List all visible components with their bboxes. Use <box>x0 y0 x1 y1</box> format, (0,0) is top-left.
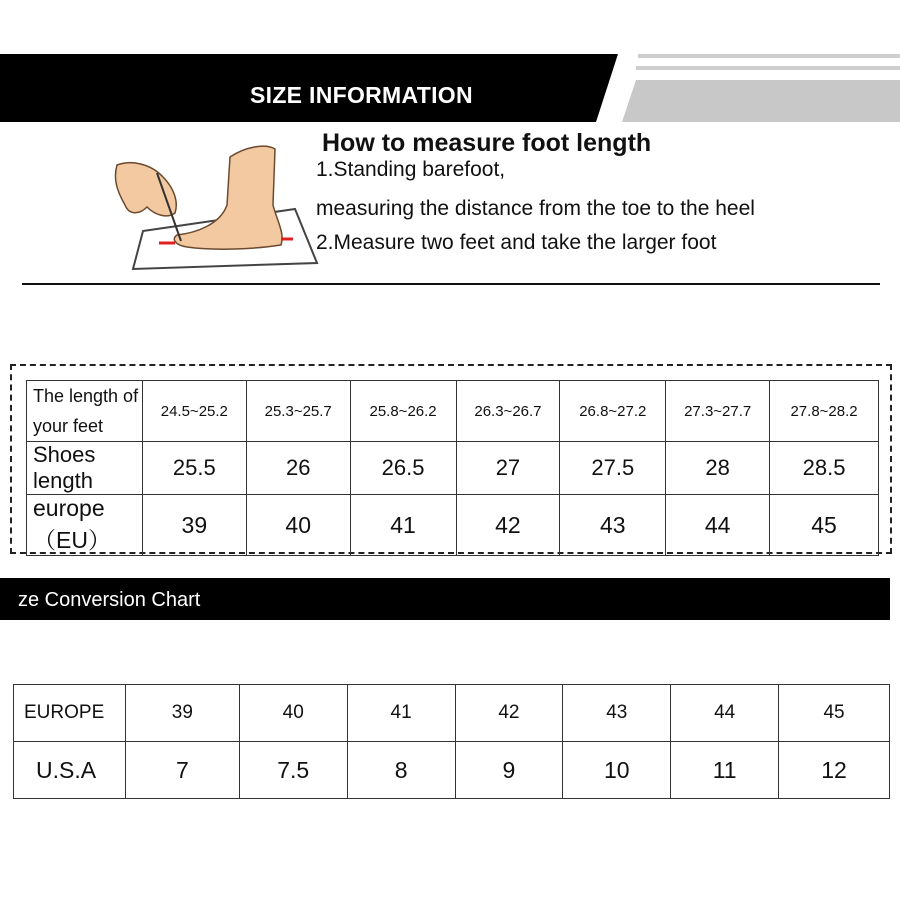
eu-size-cell: 41 <box>350 495 456 556</box>
usa-size-cell: 11 <box>671 742 779 799</box>
step-1-detail-text: measuring the distance from the toe to the heel <box>316 197 755 220</box>
row-label-europe: EUROPE <box>14 685 126 742</box>
eu-size-cell: 42 <box>456 495 560 556</box>
eu-size-cell: 39 <box>142 495 246 556</box>
conversion-table <box>13 684 890 799</box>
usa-size-cell: 8 <box>347 742 455 799</box>
step-1-text: 1.Standing barefoot, <box>316 158 506 181</box>
eu-size-cell: 44 <box>666 495 770 556</box>
row-label-eu: europe（EU） <box>27 495 143 556</box>
usa-size-cell: 10 <box>563 742 671 799</box>
banner-title: SIZE INFORMATION <box>250 82 473 108</box>
table-row <box>27 381 879 442</box>
eu-size-cell: 45 <box>770 495 879 556</box>
europe-size-cell: 44 <box>671 685 779 742</box>
section-divider <box>22 283 880 285</box>
table-row <box>27 495 879 556</box>
shoe-length-cell: 27 <box>456 442 560 495</box>
usa-size-cell: 7 <box>125 742 239 799</box>
europe-size-cell: 45 <box>779 685 890 742</box>
europe-size-cell: 41 <box>347 685 455 742</box>
shoe-length-cell: 28 <box>666 442 770 495</box>
foot-length-cell: 25.3~25.7 <box>246 381 350 442</box>
foot-length-cell: 25.8~26.2 <box>350 381 456 442</box>
eu-size-cell: 43 <box>560 495 666 556</box>
europe-size-cell: 39 <box>125 685 239 742</box>
foot-length-cell: 27.8~28.2 <box>770 381 879 442</box>
row-label-usa: U.S.A <box>14 742 126 799</box>
row-label-foot-length: The length of your feet <box>27 381 143 442</box>
how-to-measure-title: How to measure foot length <box>322 129 652 157</box>
shoe-length-cell: 25.5 <box>142 442 246 495</box>
conversion-chart-title: ze Conversion Chart <box>18 589 201 611</box>
eu-size-cell: 40 <box>246 495 350 556</box>
row-label-shoe-length: Shoes length <box>27 442 143 495</box>
usa-size-cell: 9 <box>455 742 563 799</box>
shoe-length-cell: 26 <box>246 442 350 495</box>
foot-length-cell: 26.8~27.2 <box>560 381 666 442</box>
table-row <box>14 742 890 799</box>
table-row <box>27 442 879 495</box>
usa-size-cell: 7.5 <box>239 742 347 799</box>
shoe-length-cell: 28.5 <box>770 442 879 495</box>
table-row <box>14 685 890 742</box>
shoe-length-cell: 26.5 <box>350 442 456 495</box>
foot-measuring-illustration <box>95 135 325 275</box>
europe-size-cell: 40 <box>239 685 347 742</box>
usa-size-cell: 12 <box>779 742 890 799</box>
foot-length-cell: 27.3~27.7 <box>666 381 770 442</box>
shoe-length-cell: 27.5 <box>560 442 666 495</box>
size-table <box>26 380 879 556</box>
foot-length-cell: 26.3~26.7 <box>456 381 560 442</box>
europe-size-cell: 42 <box>455 685 563 742</box>
foot-length-cell: 24.5~25.2 <box>142 381 246 442</box>
europe-size-cell: 43 <box>563 685 671 742</box>
step-2-text: 2.Measure two feet and take the larger foot <box>316 231 717 254</box>
